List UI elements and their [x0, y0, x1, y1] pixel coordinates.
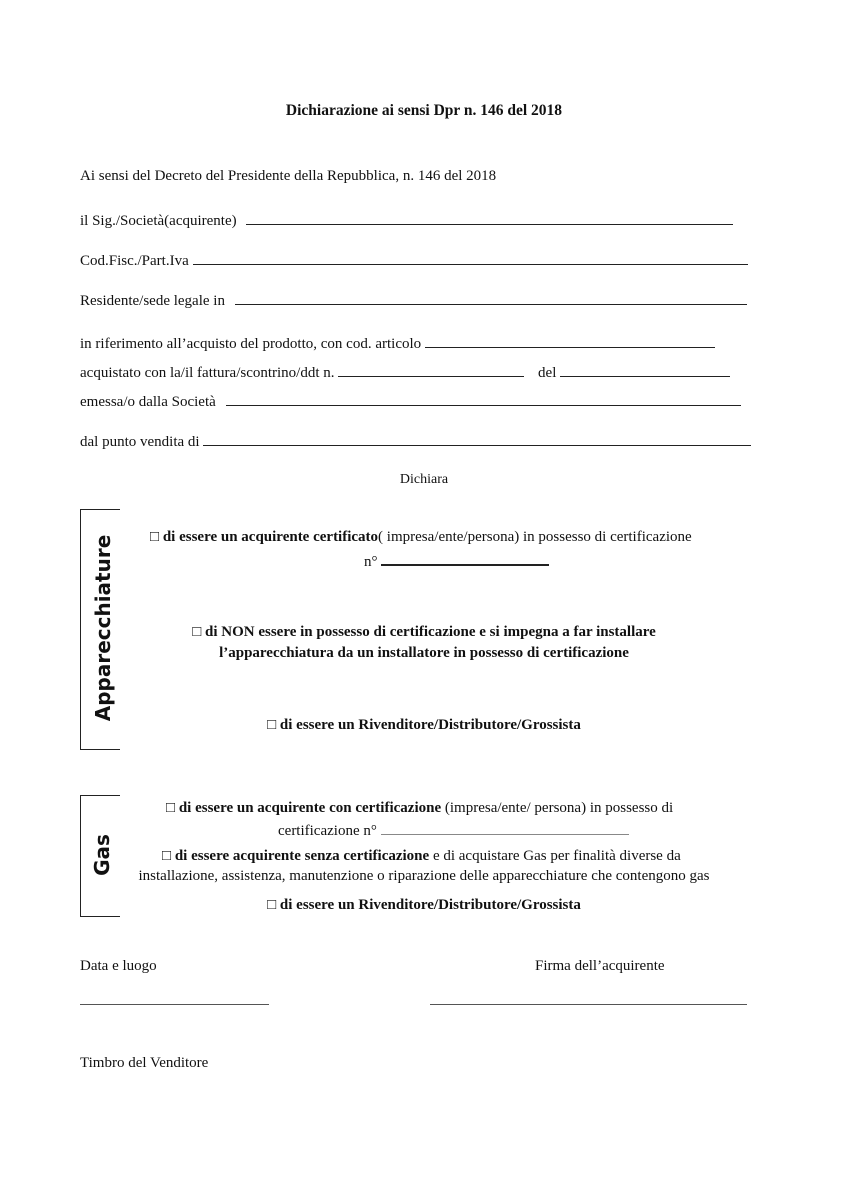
equipment-option-reseller[interactable]: □ di essere un Rivenditore/Distributore/Grossista	[267, 717, 581, 733]
checkbox-icon[interactable]: □	[150, 529, 160, 545]
taxcode-field-row	[80, 250, 748, 270]
gas-cert-number-row	[278, 820, 629, 840]
invoice-label: acquistato con la/il fattura/scontrino/ddt n.	[80, 365, 335, 381]
equipment-option-certified[interactable]	[150, 529, 692, 546]
article-code-input-line[interactable]	[425, 333, 715, 348]
signature-label: Firma dell’acquirente	[535, 958, 665, 974]
gas-cert-number-label: certificazione n°	[278, 823, 377, 839]
store-field-row	[80, 431, 751, 451]
invoice-number-input-line[interactable]	[338, 362, 524, 377]
signature-input-line[interactable]	[430, 1004, 747, 1005]
gas-option-reseller[interactable]: □ di essere un Rivenditore/Distributore/Grossista	[267, 897, 581, 913]
gas-option-not-certified-line2: installazione, assistenza, manutenzione o riparazione delle apparecchiature che contengono gas	[138, 868, 710, 884]
purchase-ref-field-row	[80, 333, 715, 353]
invoice-date-input-line[interactable]	[560, 362, 730, 377]
issued-by-label: emessa/o dalla Società	[80, 394, 216, 410]
store-label: dal punto vendita di	[80, 434, 200, 450]
checkbox-icon[interactable]: □	[192, 624, 202, 640]
equipment-section-label: Apparecchiature	[91, 534, 115, 722]
equipment-option-not-certified-line2: l’apparecchiatura da un installatore in possesso di certificazione	[219, 645, 629, 661]
taxcode-input-line[interactable]	[193, 250, 748, 265]
residence-label: Residente/sede legale in	[80, 293, 225, 309]
equipment-option-certified-bold: di essere un acquirente certificato	[162, 529, 379, 545]
residence-field-row	[80, 290, 747, 310]
seller-stamp-label: Timbro del Venditore	[80, 1055, 209, 1071]
gas-option-not-certified[interactable]: □ di essere acquirente senza certificazione e di acquistare Gas per finalità diverse da	[162, 848, 681, 864]
issued-by-input-line[interactable]	[226, 391, 741, 406]
document-title: Dichiarazione ai sensi Dpr n. 146 del 2018	[285, 102, 563, 119]
gas-cert-number-input-line[interactable]	[381, 820, 629, 835]
equipment-cert-number-input-line[interactable]	[381, 550, 549, 566]
checkbox-icon[interactable]: □	[267, 717, 277, 733]
equipment-cert-number-label: n°	[364, 554, 378, 570]
buyer-label: il Sig./Società(acquirente)	[80, 213, 237, 229]
store-input-line[interactable]	[203, 431, 751, 446]
intro-text: Ai sensi del Decreto del Presidente della Repubblica, n. 146 del 2018	[80, 168, 497, 184]
checkbox-icon[interactable]: □	[162, 848, 172, 864]
taxcode-label: Cod.Fisc./Part.Iva	[80, 253, 189, 269]
equipment-option-certified-rest: ( impresa/ente/persona) in possesso di certificazione	[378, 529, 692, 545]
gas-option-certified[interactable]: □ di essere un acquirente con certificazione (impresa/ente/ persona) in possesso di	[166, 800, 674, 816]
issued-by-field-row	[80, 391, 741, 411]
date-place-label: Data e luogo	[80, 958, 157, 974]
gas-section-label: Gas	[90, 834, 114, 876]
equipment-option-not-certified-line1[interactable]: □ di NON essere in possesso di certificazione e si impegna a far installare	[192, 624, 656, 640]
buyer-field-row	[80, 210, 733, 230]
equipment-cert-number-row	[364, 550, 549, 571]
checkbox-icon[interactable]: □	[267, 897, 277, 913]
buyer-input-line[interactable]	[246, 210, 733, 225]
date-place-input-line[interactable]	[80, 1004, 269, 1005]
invoice-date-label: del	[538, 365, 557, 381]
invoice-field-row	[80, 362, 730, 382]
declares-heading: Dichiara	[399, 472, 449, 487]
purchase-ref-label: in riferimento all’acquisto del prodotto, con cod. articolo	[80, 336, 422, 352]
checkbox-icon[interactable]: □	[166, 800, 176, 816]
residence-input-line[interactable]	[235, 290, 747, 305]
